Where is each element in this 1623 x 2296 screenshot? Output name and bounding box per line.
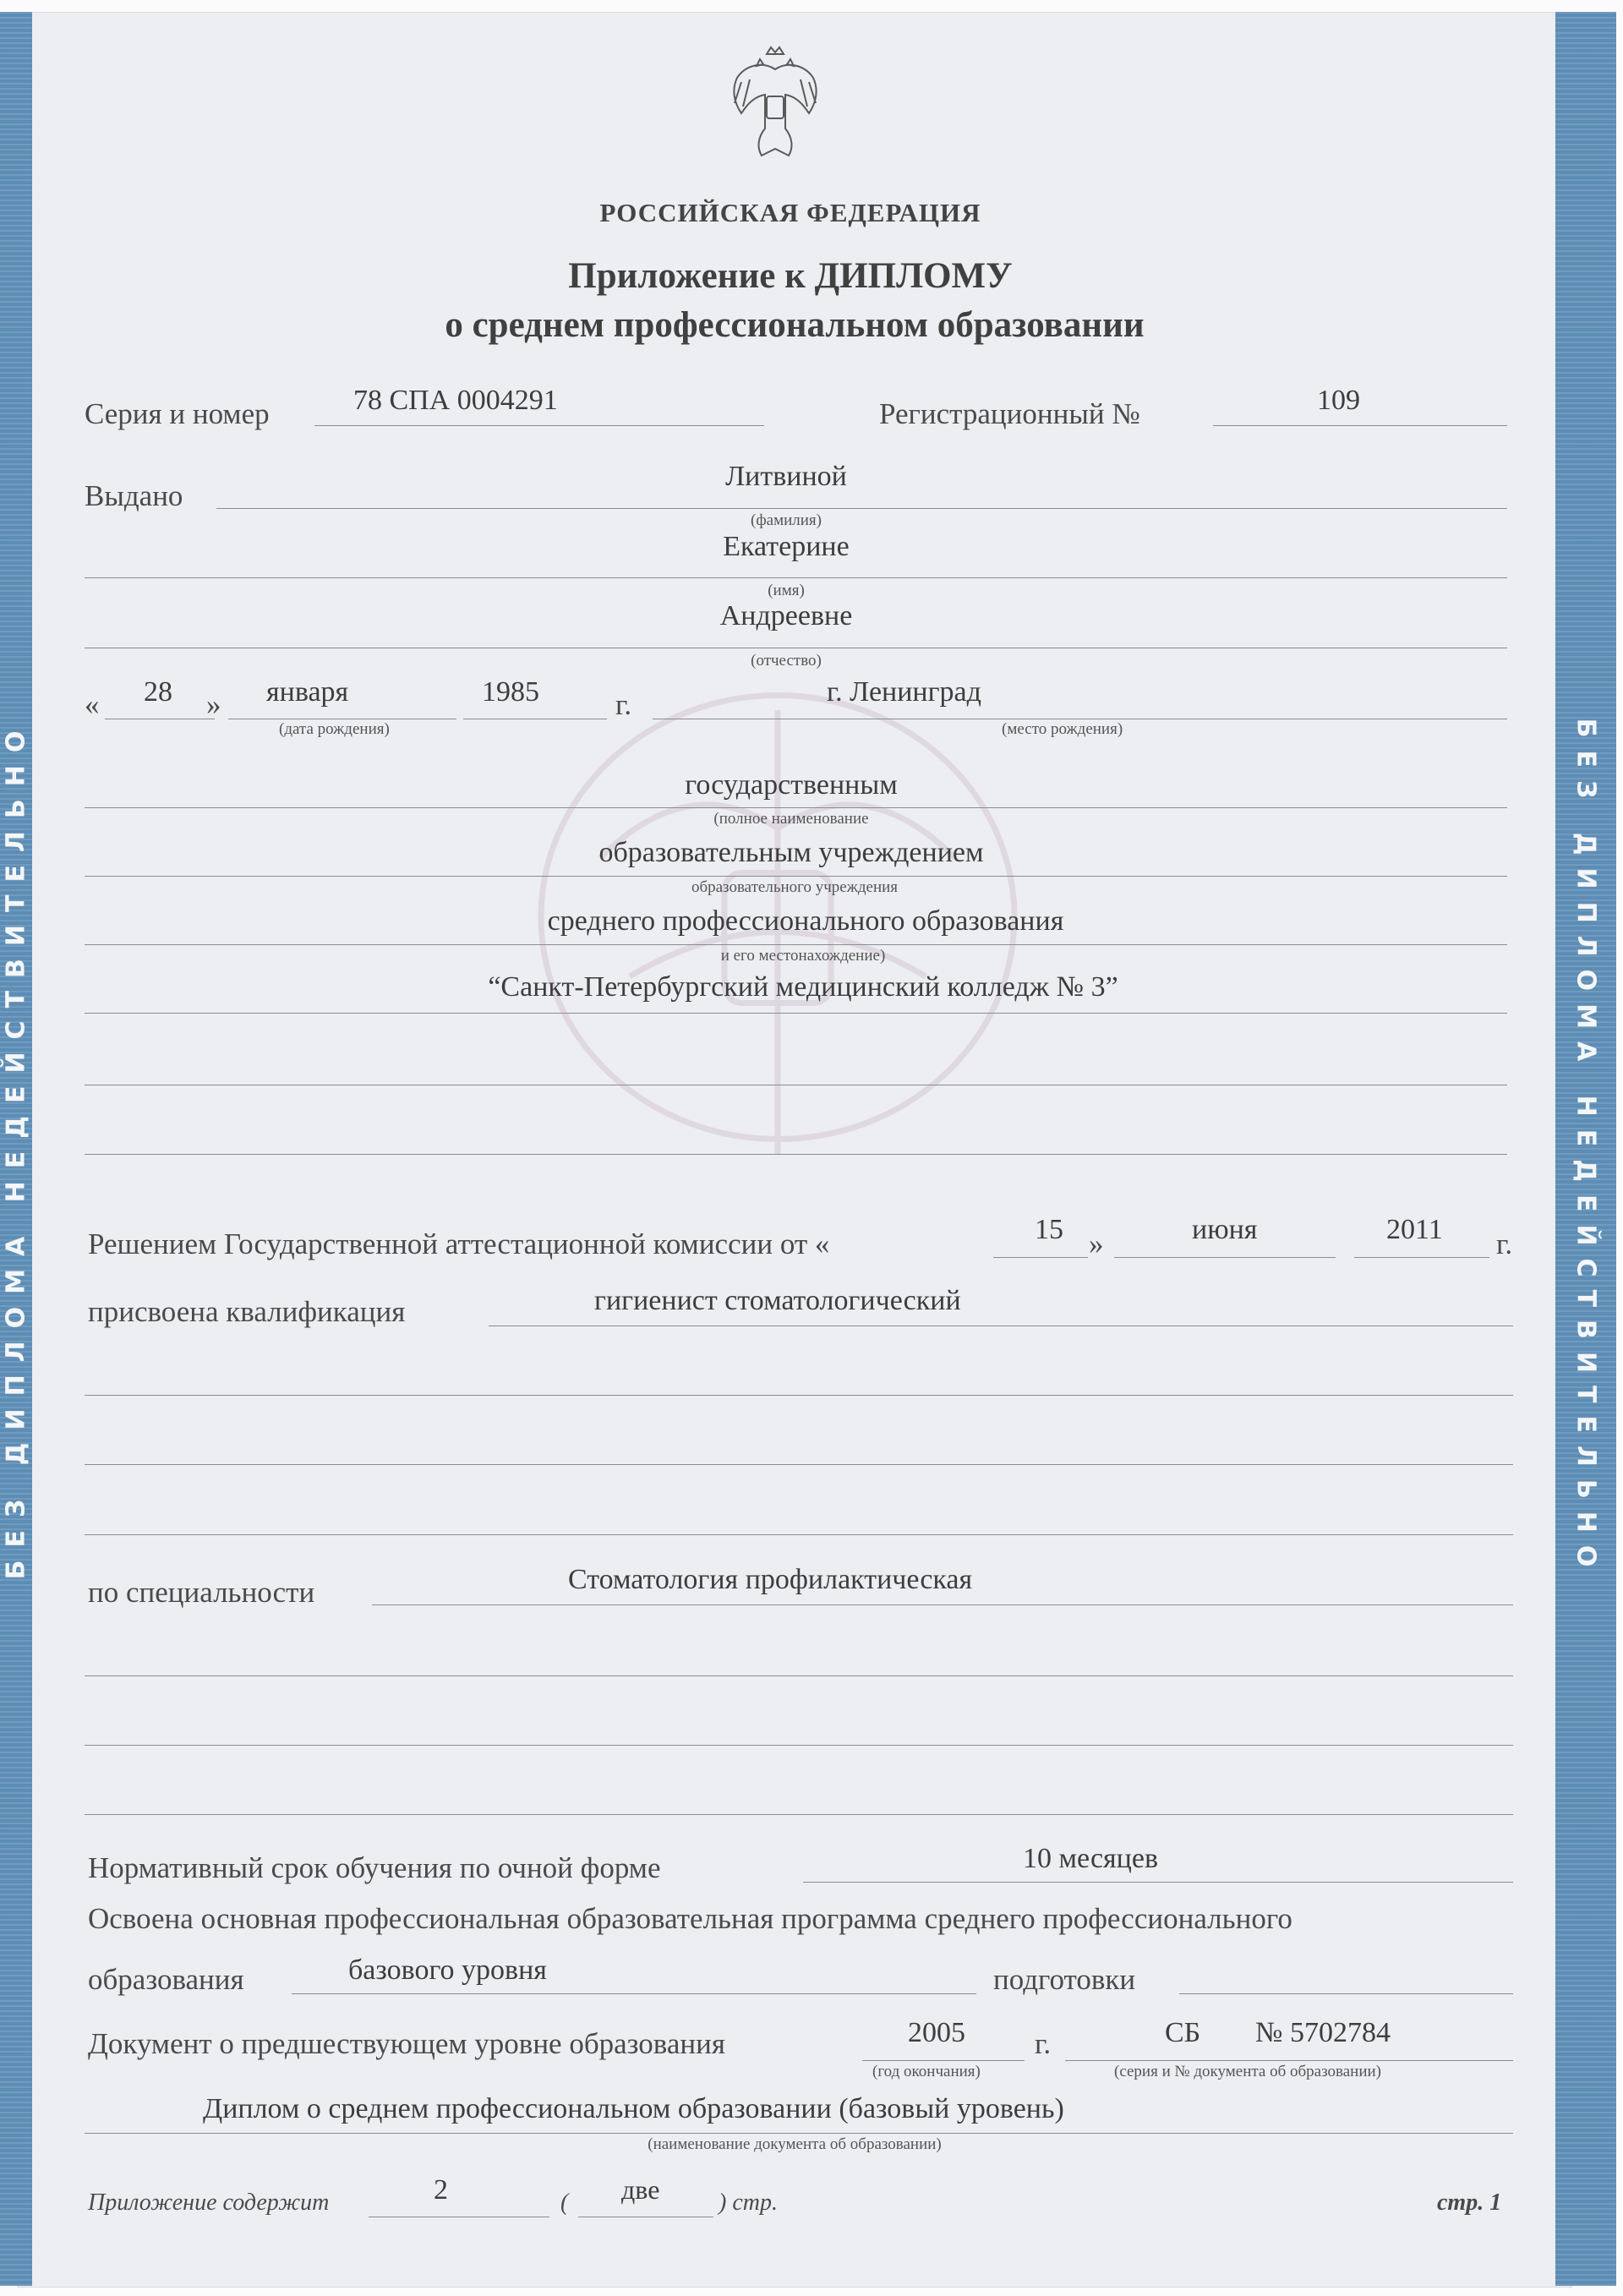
specialty-label: по специальности xyxy=(88,1576,315,1609)
country-title: РОССИЙСКАЯ ФЕДЕРАЦИЯ xyxy=(599,198,981,227)
birth-year-suffix: г. xyxy=(615,688,632,721)
specialty-value: Стоматология профилактическая xyxy=(568,1564,973,1595)
birth-place-caption: (место рождения) xyxy=(1002,720,1123,738)
birth-year: 1985 xyxy=(482,676,539,708)
issued-label: Выдано xyxy=(85,479,183,512)
program-line-1: Освоена основная профессиональная образовательная программа среднего профессионального xyxy=(88,1902,1292,1935)
institution-line-3 xyxy=(85,944,1507,945)
prev-doc-year-suffix: г. xyxy=(1035,2027,1052,2060)
decision-year-underline xyxy=(1354,1257,1489,1258)
page-number: стр. 1 xyxy=(1437,2189,1502,2216)
program-label: образования xyxy=(88,1963,244,1996)
prev-doc-name-caption: (наименование документа об образовании) xyxy=(648,2135,942,2153)
decision-label: Решением Государственной аттестационной комиссии от « xyxy=(88,1227,830,1260)
series-underline xyxy=(314,425,764,426)
prev-doc-series: СБ xyxy=(1165,2017,1201,2048)
decision-year: 2011 xyxy=(1386,1214,1443,1245)
document-subtitle: о среднем профессиональном образовании xyxy=(445,305,1145,345)
specialty-underline xyxy=(372,1604,1513,1605)
footer-contains-label: Приложение содержит xyxy=(88,2189,330,2216)
series-value: 78 СПА 0004291 xyxy=(353,385,558,416)
institution-caption-3: и его местонахождение) xyxy=(720,947,886,965)
footer-pages-num: 2 xyxy=(434,2174,448,2206)
institution-caption-2: образовательного учреждения xyxy=(691,878,899,896)
birth-date-caption: (дата рождения) xyxy=(279,720,390,738)
prev-doc-label: Документ о предшествующем уровне образования xyxy=(88,2027,725,2060)
prev-doc-year: 2005 xyxy=(908,2017,965,2048)
left-security-stripe xyxy=(0,12,32,2286)
birth-month: января xyxy=(266,676,349,708)
name-underline xyxy=(85,577,1507,578)
study-term-value: 10 месяцев xyxy=(1023,1843,1159,1874)
footer-close-paren: ) стр. xyxy=(719,2189,778,2216)
birth-day: 28 xyxy=(144,676,172,708)
decision-day-underline xyxy=(993,1257,1088,1258)
institution-line-4 xyxy=(85,1013,1507,1014)
program-level-underline xyxy=(292,1993,976,1994)
institution-value-4: “Санкт-Петербургский медицинский колледж № 3” xyxy=(488,971,1118,1003)
institution-value-3: среднего профессионального образования xyxy=(547,905,1064,937)
qualification-line-2 xyxy=(85,1395,1513,1396)
study-term-underline xyxy=(803,1882,1513,1883)
prev-doc-name-underline xyxy=(85,2133,1513,2134)
qualification-line-4 xyxy=(85,1534,1513,1535)
program-suffix: подготовки xyxy=(993,1963,1136,1996)
institution-line-2 xyxy=(85,876,1507,877)
document-title: Приложение к ДИПЛОМУ xyxy=(568,256,1013,296)
prev-doc-number: № 5702784 xyxy=(1255,2017,1391,2048)
decision-year-suffix: г. xyxy=(1496,1227,1513,1260)
decision-month: июня xyxy=(1192,1214,1258,1245)
right-security-stripe xyxy=(1555,12,1616,2286)
right-stripe-text: БЕЗ ДИПЛОМА НЕДЕЙСТВИТЕЛЬНО xyxy=(1571,718,1601,1580)
patronymic-value: Андреевне xyxy=(719,600,853,631)
decision-day: 15 xyxy=(1035,1214,1063,1245)
name-caption: (имя) xyxy=(768,582,805,599)
surname-value: Литвиной xyxy=(725,461,847,492)
qualification-value: гигиенист стоматологический xyxy=(594,1285,961,1316)
series-label: Серия и номер xyxy=(85,397,270,430)
institution-line-6 xyxy=(85,1154,1507,1155)
footer-open-paren: ( xyxy=(560,2189,569,2216)
surname-caption: (фамилия) xyxy=(751,511,822,529)
footer-pages-word: две xyxy=(621,2174,660,2205)
prev-doc-series-caption: (серия и № документа об образовании) xyxy=(1114,2063,1381,2080)
prev-doc-year-caption: (год окончания) xyxy=(872,2063,981,2080)
registration-underline xyxy=(1213,425,1507,426)
coat-of-arms-emblem xyxy=(724,44,826,162)
left-stripe-text: БЕЗ ДИПЛОМА НЕДЕЙСТВИТЕЛЬНО xyxy=(1,718,31,1580)
institution-value-1: государственным xyxy=(685,769,898,801)
registration-label: Регистрационный № xyxy=(879,397,1140,430)
birth-open-quote: « xyxy=(85,688,100,721)
name-value: Екатерине xyxy=(723,531,850,562)
institution-line-1 xyxy=(85,807,1507,808)
prev-doc-name: Диплом о среднем профессиональном образовании (базовый уровень) xyxy=(203,2093,1064,2124)
registration-value: 109 xyxy=(1317,385,1360,416)
study-term-label: Нормативный срок обучения по очной форме xyxy=(88,1851,661,1884)
decision-close-quote: » xyxy=(1089,1227,1104,1260)
program-level: базового уровня xyxy=(348,1954,547,1986)
institution-caption-1: (полное наименование xyxy=(713,810,869,828)
specialty-line-4 xyxy=(85,1814,1513,1815)
patronymic-caption: (отчество) xyxy=(751,652,822,670)
qualification-line-3 xyxy=(85,1464,1513,1465)
decision-month-underline xyxy=(1114,1257,1336,1258)
qualification-label: присвоена квалификация xyxy=(88,1295,406,1328)
surname-underline xyxy=(216,508,1507,509)
specialty-line-3 xyxy=(85,1745,1513,1746)
prev-doc-number-underline xyxy=(1065,2060,1513,2061)
program-suffix-underline xyxy=(1179,1993,1513,1994)
institution-value-2: образовательным учреждением xyxy=(598,837,984,868)
birth-close-quote: » xyxy=(206,688,221,721)
prev-doc-year-underline xyxy=(862,2060,1025,2061)
birth-place: г. Ленинград xyxy=(827,676,981,708)
